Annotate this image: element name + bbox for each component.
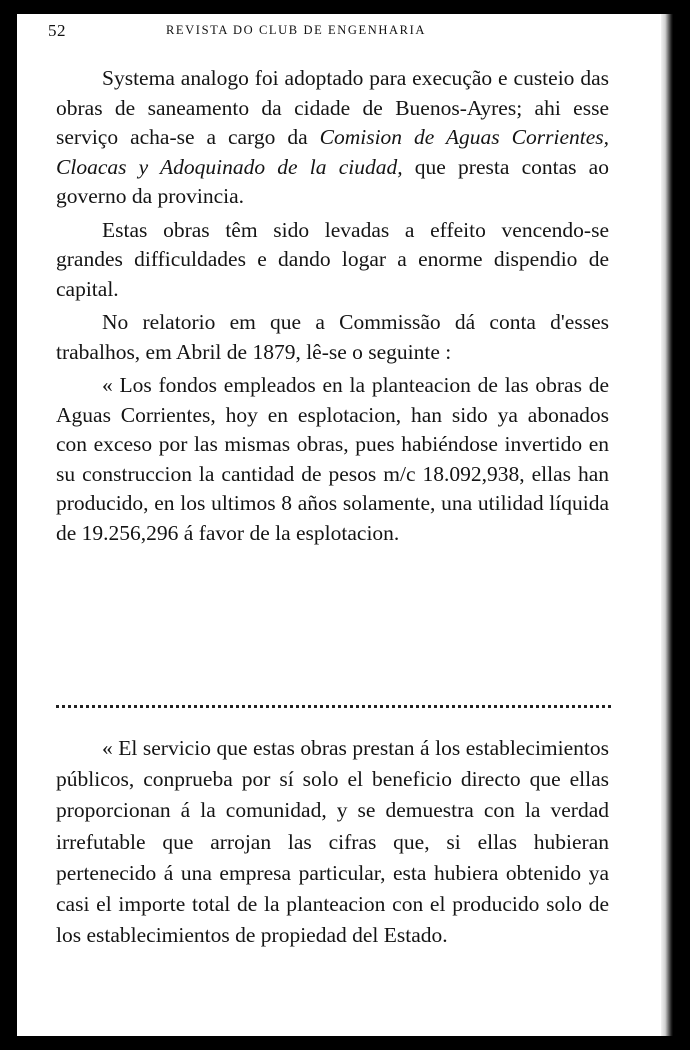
paragraph-1 [56,64,609,212]
paragraph-4-quote: « Los fondos empleados en la planteacion de las obras de Aguas Corrientes, hoy en esplotacion, han sido ya abonados con exceso por las mismas obras, pues habiéndose invertido en su construccion la cantidad de pesos m/c 18.092,938, ellas han producido, en los ultimos 8 años solamente, una utilidad líquida de 19.256,296 á favor de la esplotacion. [56,373,609,545]
body-text-upper [56,64,609,548]
body-text-lower [56,733,609,951]
paragraph-1-text-after: que presta contas ao governo da provincia. [56,154,609,208]
paragraph-1-italic-name: Comision de Aguas Corrientes, Cloacas y Adoquinado de la ciudad, [56,125,609,179]
paragraph-5-quote: « El servicio que estas obras prestan á los establecimientos públicos, conprueba por sí solo el beneficio directo que ellas proporcionan á la comunidad, y se demuestra con la verdad irrefutable que arrojan las cifras que, si ellas hubieran pertenecido á una empresa particular, esta hubiera obtenido ya casi el importe total de la planteacion con el producido solo de los establecimientos de propiedad del Estado. [56,736,609,948]
page-number: 52 [48,21,66,40]
paragraph-3: No relatorio em que a Commissão dá conta d'esses trabalhos, em Abril de 1879, lê-se o seguinte : [56,310,609,364]
page-edge-shadow [661,14,673,1036]
paragraph-2: Estas obras têm sido levadas a effeito vencendo-se grandes difficuldades e dando logar a enorme dispendio de capital. [56,217,609,301]
page-header [48,21,614,47]
paragraph-1-text-before: Systema analogo foi adoptado para execução e custeio das obras de saneamento da cidade de Buenos-Ayres; ahi esse serviço acha-se a cargo da [56,66,609,149]
dotted-separator [56,705,611,708]
running-title: REVISTA DO CLUB DE ENGENHARIA [166,23,426,37]
